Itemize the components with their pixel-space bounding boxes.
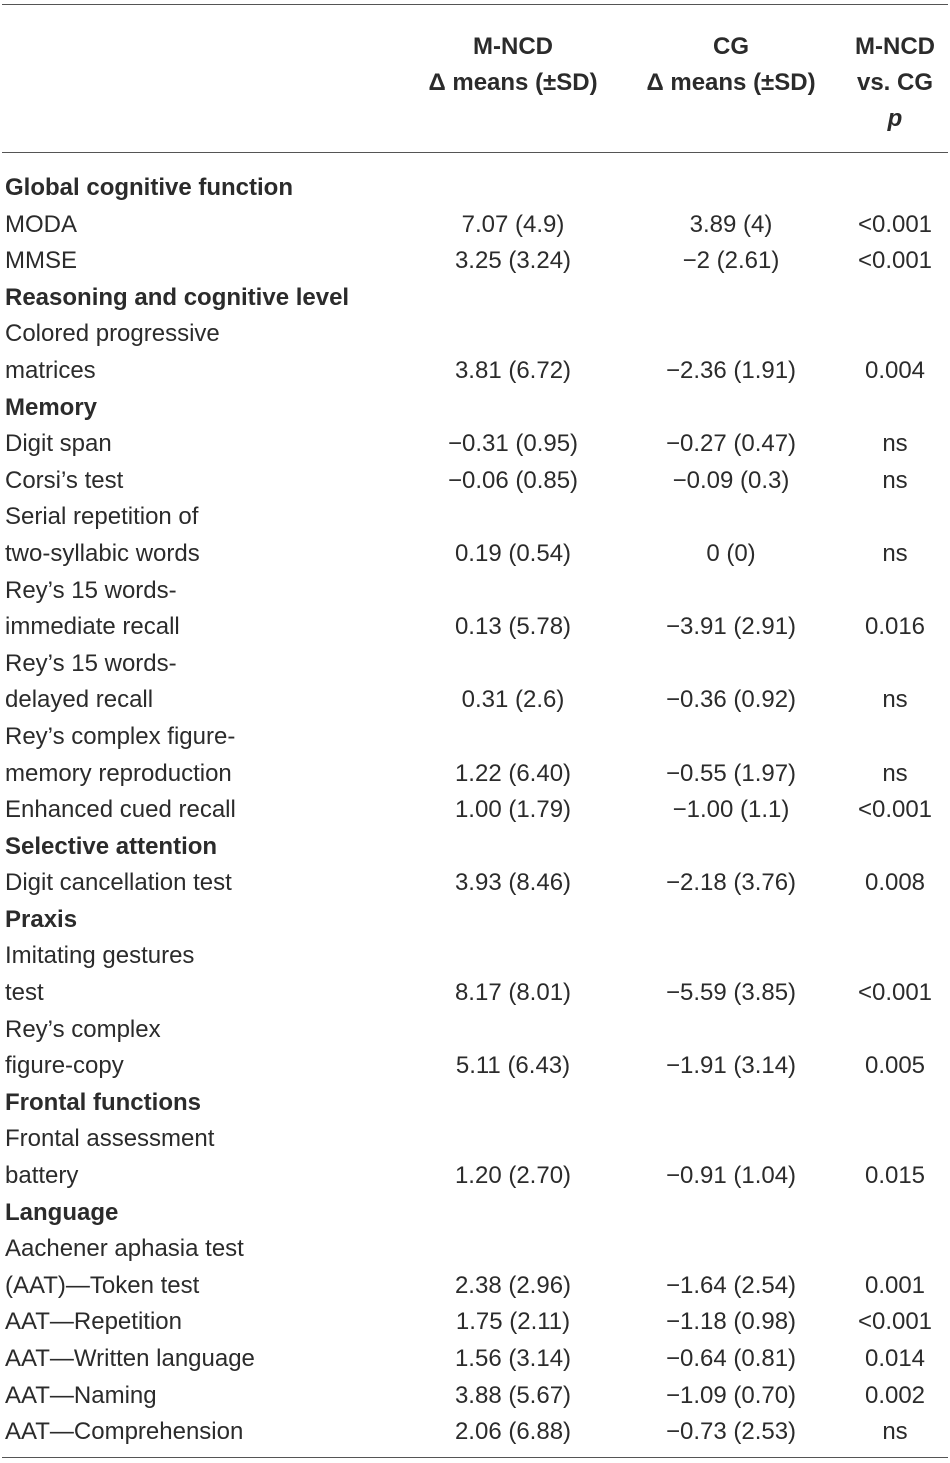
mncd-value: 1.00 (1.79) bbox=[454, 796, 572, 824]
test-name-line: AAT—Comprehension bbox=[5, 1418, 244, 1446]
cg-value: −1.00 (1.1) bbox=[672, 796, 790, 824]
cg-value: −0.64 (0.81) bbox=[665, 1345, 797, 1372]
test-name-line: MODA bbox=[5, 210, 77, 238]
p-value: ns bbox=[882, 430, 908, 458]
mncd-value: 7.07 (4.9) bbox=[461, 210, 565, 238]
mncd-value: 2.06 (6.88) bbox=[454, 1418, 572, 1446]
test-name bbox=[2, 426, 406, 463]
section-heading-row bbox=[2, 390, 948, 427]
test-name-line: test bbox=[5, 979, 44, 1007]
table-row bbox=[2, 1012, 948, 1085]
test-name-line: Enhanced cued recall bbox=[5, 796, 236, 824]
test-name-line: two-syllabic words bbox=[5, 539, 200, 567]
test-name bbox=[2, 243, 406, 280]
cg-value: 0 (0) bbox=[706, 539, 756, 567]
p-value: 0.001 bbox=[864, 1271, 926, 1299]
p-value: <0.001 bbox=[857, 796, 933, 824]
cg-value: −3.91 (2.91) bbox=[665, 613, 797, 641]
header-cg-means: CG Δ means (±SD) bbox=[646, 33, 816, 96]
test-name-line: Rey’s 15 words- bbox=[5, 576, 177, 604]
mncd-value: 8.17 (8.01) bbox=[454, 979, 572, 1007]
p-value: 0.002 bbox=[864, 1381, 926, 1409]
mncd-value: 3.25 (3.24) bbox=[454, 247, 572, 275]
test-name bbox=[2, 1231, 406, 1304]
test-name-line: battery bbox=[5, 1162, 79, 1190]
test-name bbox=[2, 1012, 406, 1085]
test-name-line: figure-copy bbox=[5, 1052, 124, 1080]
test-name bbox=[2, 1121, 406, 1194]
test-name-line: Aachener aphasia test bbox=[5, 1235, 244, 1263]
p-value: <0.001 bbox=[857, 979, 933, 1007]
cg-value: −2.18 (3.76) bbox=[665, 869, 797, 897]
test-name bbox=[2, 1414, 406, 1451]
p-value: 0.004 bbox=[864, 356, 926, 384]
test-name-line: Rey’s complex figure- bbox=[5, 722, 236, 750]
p-value: 0.015 bbox=[864, 1162, 926, 1190]
cg-value: −1.91 (3.14) bbox=[665, 1052, 797, 1080]
p-value: ns bbox=[882, 1418, 908, 1446]
test-name bbox=[2, 719, 406, 792]
test-name-line: Rey’s complex bbox=[5, 1015, 161, 1043]
section-heading: Reasoning and cognitive level bbox=[5, 283, 350, 311]
table-row bbox=[2, 499, 948, 572]
test-name-line: Colored progressive bbox=[5, 320, 220, 348]
section-heading: Global cognitive function bbox=[5, 174, 293, 201]
section-heading-row bbox=[2, 829, 948, 866]
cg-value: −5.59 (3.85) bbox=[665, 979, 797, 1007]
test-name bbox=[2, 938, 406, 1011]
section-heading-row bbox=[2, 170, 948, 207]
section-heading: Frontal functions bbox=[5, 1088, 201, 1116]
cg-value: −2.36 (1.91) bbox=[665, 356, 797, 384]
test-name-line: AAT—Written language bbox=[5, 1345, 255, 1372]
table-row bbox=[2, 1414, 948, 1451]
section-heading: Memory bbox=[5, 393, 98, 421]
table-row bbox=[2, 1121, 948, 1194]
p-value: ns bbox=[882, 539, 908, 567]
table-row bbox=[2, 1231, 948, 1304]
test-name-line: Digit cancellation test bbox=[5, 869, 232, 897]
table-row bbox=[2, 865, 948, 902]
header-label-column bbox=[2, 5, 406, 152]
test-name bbox=[2, 207, 406, 244]
table-row bbox=[2, 316, 948, 389]
table-row bbox=[2, 1341, 948, 1378]
p-value: <0.001 bbox=[857, 210, 933, 238]
header-mncd-means: M-NCD Δ means (±SD) bbox=[428, 33, 598, 96]
table-row bbox=[2, 646, 948, 719]
cg-value: −0.36 (0.92) bbox=[665, 686, 797, 714]
p-value: <0.001 bbox=[857, 247, 933, 275]
table-body bbox=[2, 153, 948, 1457]
section-heading-row bbox=[2, 902, 948, 939]
test-name bbox=[2, 1378, 406, 1415]
mncd-value: 1.20 (2.70) bbox=[454, 1162, 572, 1190]
test-name-line: immediate recall bbox=[5, 613, 180, 641]
p-value: ns bbox=[882, 759, 908, 787]
cg-value: 3.89 (4) bbox=[689, 210, 773, 238]
test-name-line: Serial repetition of bbox=[5, 503, 199, 531]
test-name bbox=[2, 499, 406, 572]
cg-value: −0.27 (0.47) bbox=[665, 430, 797, 458]
test-name-line: Rey’s 15 words- bbox=[5, 649, 177, 677]
mncd-value: 1.75 (2.11) bbox=[455, 1308, 571, 1336]
table-row bbox=[2, 243, 948, 280]
table-header bbox=[2, 5, 948, 152]
mncd-value: 1.22 (6.40) bbox=[454, 759, 572, 787]
mncd-value: −0.06 (0.85) bbox=[447, 466, 579, 494]
test-name-line: MMSE bbox=[5, 247, 77, 275]
mncd-value: 2.38 (2.96) bbox=[454, 1271, 572, 1299]
mncd-value: −0.31 (0.95) bbox=[447, 430, 579, 458]
test-name-line: delayed recall bbox=[5, 686, 154, 714]
table-row bbox=[2, 426, 948, 463]
table-row bbox=[2, 1378, 948, 1415]
table-row bbox=[2, 463, 948, 500]
test-name-line: Imitating gestures bbox=[5, 942, 195, 970]
table-row bbox=[2, 792, 948, 829]
test-name-line: Digit span bbox=[5, 430, 112, 458]
table-row bbox=[2, 719, 948, 792]
section-heading: Praxis bbox=[5, 905, 78, 933]
test-name-line: Frontal assessment bbox=[5, 1125, 215, 1153]
test-name-line: memory reproduction bbox=[5, 759, 232, 787]
p-value: <0.001 bbox=[857, 1308, 933, 1336]
mncd-value: 0.13 (5.78) bbox=[454, 613, 572, 641]
results-table bbox=[2, 4, 948, 1458]
test-name bbox=[2, 1304, 406, 1341]
table-row bbox=[2, 938, 948, 1011]
test-name-line: matrices bbox=[5, 356, 96, 384]
cg-value: −0.73 (2.53) bbox=[665, 1418, 797, 1446]
p-value: 0.016 bbox=[864, 613, 926, 641]
cg-value: −1.18 (0.98) bbox=[665, 1308, 797, 1336]
test-name-line: Corsi’s test bbox=[5, 466, 124, 494]
p-value: ns bbox=[882, 466, 908, 494]
mncd-value: 3.88 (5.67) bbox=[454, 1381, 572, 1409]
table-row bbox=[2, 1304, 948, 1341]
test-name bbox=[2, 865, 406, 902]
mncd-value: 3.81 (6.72) bbox=[454, 356, 572, 384]
cg-value: −2 (2.61) bbox=[682, 247, 780, 275]
test-name bbox=[2, 463, 406, 500]
cg-value: −0.91 (1.04) bbox=[665, 1162, 797, 1190]
test-name bbox=[2, 1341, 406, 1378]
section-heading-row bbox=[2, 1195, 948, 1232]
p-value: ns bbox=[882, 686, 908, 714]
p-value: 0.014 bbox=[864, 1345, 926, 1372]
test-name-line: AAT—Repetition bbox=[5, 1308, 182, 1336]
table-row bbox=[2, 207, 948, 244]
test-name bbox=[2, 792, 406, 829]
mncd-value: 0.19 (0.54) bbox=[454, 539, 572, 567]
cg-value: −1.64 (2.54) bbox=[665, 1271, 797, 1299]
section-heading-row bbox=[2, 1085, 948, 1122]
mncd-value: 3.93 (8.46) bbox=[454, 869, 572, 897]
test-name-line: AAT—Naming bbox=[5, 1381, 157, 1409]
bottom-rule bbox=[2, 1457, 948, 1458]
p-value: 0.008 bbox=[864, 869, 926, 897]
cg-value: −0.09 (0.3) bbox=[672, 466, 790, 494]
mncd-value: 0.31 (2.6) bbox=[461, 686, 565, 714]
p-value: 0.005 bbox=[864, 1052, 926, 1080]
test-name bbox=[2, 316, 406, 389]
test-name bbox=[2, 646, 406, 719]
header-p-value: M-NCD vs. CG p bbox=[855, 33, 935, 132]
test-name-line: (AAT)—Token test bbox=[5, 1271, 200, 1299]
section-heading: Selective attention bbox=[5, 832, 218, 860]
cg-value: −0.55 (1.97) bbox=[665, 759, 797, 787]
section-heading: Language bbox=[5, 1198, 119, 1226]
table-row bbox=[2, 573, 948, 646]
test-name bbox=[2, 573, 406, 646]
mncd-value: 5.11 (6.43) bbox=[455, 1052, 571, 1080]
mncd-value: 1.56 (3.14) bbox=[454, 1345, 572, 1372]
cg-value: −1.09 (0.70) bbox=[665, 1381, 797, 1409]
section-heading-row bbox=[2, 280, 948, 317]
